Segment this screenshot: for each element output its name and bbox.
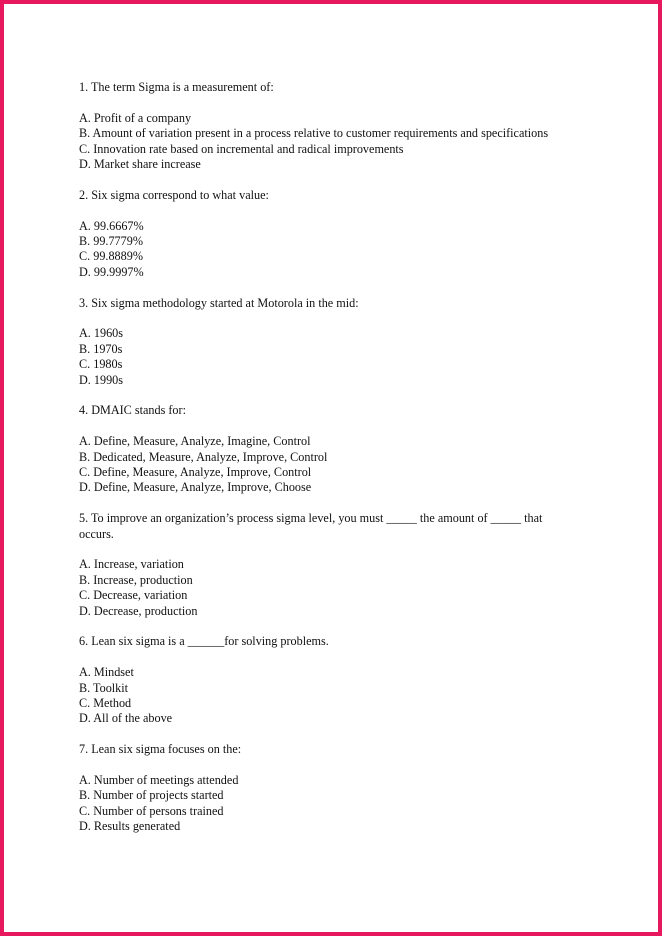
question-6-option-c: C. Method — [79, 696, 132, 711]
question-5 — [79, 511, 559, 619]
question-5-prompt: 5. To improve an organization’s process sigma level, you must _____ the amount of _____ that occurs. — [79, 511, 546, 541]
question-1 — [79, 80, 559, 172]
question-4-option-c: C. Define, Measure, Analyze, Improve, Control — [79, 465, 312, 480]
question-7-option-a: A. Number of meetings attended — [79, 773, 239, 788]
question-2 — [79, 188, 559, 280]
question-5-option-a: A. Increase, variation — [79, 557, 184, 572]
question-2-prompt: 2. Six sigma correspond to what value: — [79, 187, 269, 202]
question-1-option-d: D. Market share increase — [79, 157, 201, 172]
question-4-option-a: A. Define, Measure, Analyze, Imagine, Control — [79, 434, 311, 449]
question-4-option-b: B. Dedicated, Measure, Analyze, Improve, Control — [79, 449, 328, 464]
question-2-option-d: D. 99.9997% — [79, 264, 144, 279]
question-7-option-b: B. Number of projects started — [79, 788, 224, 803]
question-6-option-d: D. All of the above — [79, 711, 173, 726]
question-3-option-a: A. 1960s — [79, 326, 124, 341]
question-7 — [79, 742, 559, 834]
question-6-option-b: B. Toolkit — [79, 680, 129, 695]
question-1-prompt: 1. The term Sigma is a measurement of: — [79, 80, 274, 94]
question-2-option-c: C. 99.8889% — [79, 249, 143, 264]
question-3-prompt: 3. Six sigma methodology started at Motorola in the mid: — [79, 295, 359, 310]
question-3 — [79, 296, 559, 388]
question-5-option-b: B. Increase, production — [79, 572, 193, 587]
question-2-option-b: B. 99.7779% — [79, 234, 143, 249]
question-7-prompt: 7. Lean six sigma focuses on the: — [79, 742, 242, 757]
question-6-prompt: 6. Lean six sigma is a ______for solving problems. — [79, 634, 329, 649]
question-6-option-a: A. Mindset — [79, 665, 134, 680]
quiz-document — [79, 80, 559, 835]
question-1-option-a: A. Profit of a company — [79, 110, 192, 125]
question-7-option-d: D. Results generated — [79, 819, 181, 834]
question-2-option-a: A. 99.6667% — [79, 218, 144, 233]
question-3-option-c: C. 1980s — [79, 357, 123, 372]
question-6 — [79, 634, 559, 726]
question-4 — [79, 403, 559, 495]
question-3-option-d: D. 1990s — [79, 372, 124, 387]
question-4-prompt: 4. DMAIC stands for: — [79, 403, 186, 418]
question-5-option-d: D. Decrease, production — [79, 603, 198, 618]
question-5-option-c: C. Decrease, variation — [79, 588, 188, 603]
question-4-option-d: D. Define, Measure, Analyze, Improve, Choose — [79, 480, 312, 495]
question-3-option-b: B. 1970s — [79, 341, 123, 356]
question-7-option-c: C. Number of persons trained — [79, 803, 224, 818]
question-1-option-c: C. Innovation rate based on incremental and radical improvements — [79, 141, 404, 156]
question-1-option-b: B. Amount of variation present in a process relative to customer requirements and specifications — [79, 126, 549, 141]
